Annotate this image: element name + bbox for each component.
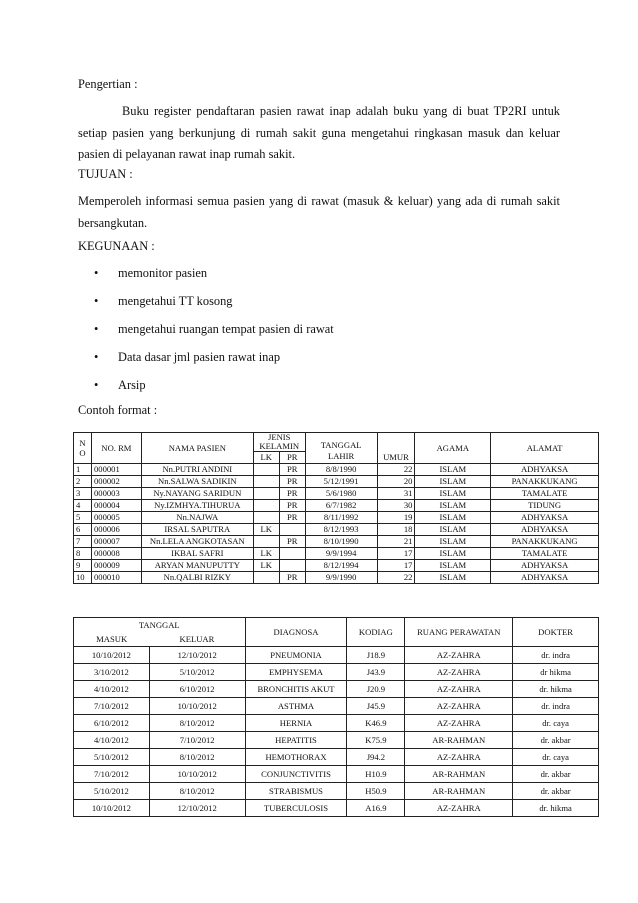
- tujuan-heading: TUJUAN :: [78, 167, 133, 181]
- list-item-text: Data dasar jml pasien rawat inap: [118, 350, 281, 364]
- col-header-no-rm: NO. RM: [91, 433, 141, 464]
- cell-dokter: dr. hikma: [513, 681, 599, 698]
- cell-no-rm: 000010: [91, 572, 141, 584]
- cell-pr: PR: [279, 572, 305, 584]
- col-header-keluar: KELUAR: [149, 632, 245, 647]
- cell-ruang: AZ-ZAHRA: [405, 647, 513, 664]
- cell-ruang: AR-RAHMAN: [405, 783, 513, 800]
- cell-dokter: dr. akbar: [513, 783, 599, 800]
- table-row: [74, 766, 599, 783]
- cell-ruang: AZ-ZAHRA: [405, 749, 513, 766]
- cell-no-rm: 000001: [91, 464, 141, 476]
- col-header-nama: NAMA PASIEN: [141, 433, 253, 464]
- col-header-umur: UMUR: [377, 433, 415, 464]
- cell-kodiag: H50.9: [347, 783, 405, 800]
- cell-tanggal-lahir: 9/9/1990: [305, 572, 377, 584]
- cell-tanggal-lahir: 8/8/1990: [305, 464, 377, 476]
- cell-kodiag: A16.9: [347, 800, 405, 817]
- cell-no: 5: [74, 512, 92, 524]
- table-row: [74, 800, 599, 817]
- table-row: [74, 536, 599, 548]
- cell-pr: PR: [279, 512, 305, 524]
- cell-tanggal-lahir: 9/9/1994: [305, 548, 377, 560]
- cell-no-rm: 000006: [91, 524, 141, 536]
- cell-umur: 22: [377, 572, 415, 584]
- cell-nama: IKBAL SAFRI: [141, 548, 253, 560]
- kegunaan-list: [94, 264, 334, 404]
- cell-umur: 17: [377, 548, 415, 560]
- bullet-icon: •: [94, 322, 99, 336]
- cell-dokter: dr hikma: [513, 664, 599, 681]
- table-row: [74, 488, 599, 500]
- cell-alamat: ADHYAKSA: [491, 512, 599, 524]
- col-header-agama: AGAMA: [415, 433, 491, 464]
- list-item-text: Arsip: [118, 378, 146, 392]
- cell-masuk: 4/10/2012: [74, 681, 150, 698]
- cell-no-rm: 000007: [91, 536, 141, 548]
- table-row: [74, 500, 599, 512]
- table-row: [74, 783, 599, 800]
- cell-no: 6: [74, 524, 92, 536]
- col-header-no: N O: [74, 433, 92, 464]
- cell-nama: Nn.NAJWA: [141, 512, 253, 524]
- cell-kodiag: J20.9: [347, 681, 405, 698]
- col-header-tanggal: TANGGAL: [74, 618, 246, 633]
- table-row: [74, 548, 599, 560]
- cell-dokter: dr. akbar: [513, 732, 599, 749]
- cell-lk: [253, 476, 279, 488]
- cell-ruang: AZ-ZAHRA: [405, 681, 513, 698]
- list-item-text: memonitor pasien: [118, 266, 208, 280]
- admission-table: [73, 617, 599, 817]
- pengertian-heading: Pengertian :: [78, 77, 138, 91]
- cell-ruang: AZ-ZAHRA: [405, 698, 513, 715]
- cell-masuk: 7/10/2012: [74, 766, 150, 783]
- cell-dokter: dr. indra: [513, 698, 599, 715]
- cell-nama: Nn.PUTRI ANDINI: [141, 464, 253, 476]
- cell-umur: 19: [377, 512, 415, 524]
- cell-nama: Ny.NAYANG SARIDUN: [141, 488, 253, 500]
- table-row: [74, 560, 599, 572]
- cell-masuk: 5/10/2012: [74, 749, 150, 766]
- cell-lk: [253, 488, 279, 500]
- cell-lk: [253, 500, 279, 512]
- cell-masuk: 3/10/2012: [74, 664, 150, 681]
- cell-nama: IRSAL SAPUTRA: [141, 524, 253, 536]
- cell-ruang: AZ-ZAHRA: [405, 715, 513, 732]
- cell-agama: ISLAM: [415, 488, 491, 500]
- cell-agama: ISLAM: [415, 548, 491, 560]
- cell-agama: ISLAM: [415, 524, 491, 536]
- cell-pr: [279, 560, 305, 572]
- cell-kodiag: K46.9: [347, 715, 405, 732]
- cell-kodiag: J45.9: [347, 698, 405, 715]
- cell-nama: ARYAN MANUPUTTY: [141, 560, 253, 572]
- cell-keluar: 10/10/2012: [149, 698, 245, 715]
- cell-alamat: PANAKKUKANG: [491, 476, 599, 488]
- cell-ruang: AZ-ZAHRA: [405, 800, 513, 817]
- list-item-text: mengetahui TT kosong: [118, 294, 233, 308]
- cell-pr: PR: [279, 488, 305, 500]
- cell-no-rm: 000002: [91, 476, 141, 488]
- cell-keluar: 8/10/2012: [149, 715, 245, 732]
- cell-dokter: dr. indra: [513, 647, 599, 664]
- cell-keluar: 8/10/2012: [149, 749, 245, 766]
- list-item: [94, 264, 334, 292]
- cell-alamat: TAMALATE: [491, 548, 599, 560]
- cell-pr: PR: [279, 500, 305, 512]
- cell-dokter: dr. caya: [513, 749, 599, 766]
- cell-agama: ISLAM: [415, 560, 491, 572]
- cell-no: 2: [74, 476, 92, 488]
- cell-diagnosa: HEPATITIS: [245, 732, 347, 749]
- cell-agama: ISLAM: [415, 572, 491, 584]
- col-header-lk: LK: [253, 452, 279, 464]
- cell-tanggal-lahir: 8/12/1993: [305, 524, 377, 536]
- table-row: [74, 647, 599, 664]
- table-row: [74, 664, 599, 681]
- kegunaan-heading: KEGUNAAN :: [78, 239, 155, 253]
- cell-dokter: dr. hikma: [513, 800, 599, 817]
- table-row: [74, 732, 599, 749]
- col-header-kodiag: KODIAG: [347, 618, 405, 647]
- list-item: [94, 320, 334, 348]
- cell-agama: ISLAM: [415, 476, 491, 488]
- cell-nama: Nn.QALBI RIZKY: [141, 572, 253, 584]
- cell-umur: 20: [377, 476, 415, 488]
- cell-agama: ISLAM: [415, 464, 491, 476]
- col-header-masuk: MASUK: [74, 632, 150, 647]
- cell-no-rm: 000004: [91, 500, 141, 512]
- cell-masuk: 6/10/2012: [74, 715, 150, 732]
- cell-agama: ISLAM: [415, 536, 491, 548]
- list-item: [94, 292, 334, 320]
- cell-lk: [253, 572, 279, 584]
- cell-no-rm: 000003: [91, 488, 141, 500]
- cell-dokter: dr. akbar: [513, 766, 599, 783]
- cell-no: 8: [74, 548, 92, 560]
- contoh-heading: Contoh format :: [78, 403, 158, 417]
- table-row: [74, 512, 599, 524]
- cell-tanggal-lahir: 5/12/1991: [305, 476, 377, 488]
- tujuan-text: Memperoleh informasi semua pasien yang di rawat (masuk & keluar) yang ada di rumah sakit bersangkutan.: [78, 194, 560, 230]
- cell-diagnosa: STRABISMUS: [245, 783, 347, 800]
- cell-keluar: 6/10/2012: [149, 681, 245, 698]
- cell-tanggal-lahir: 6/7/1982: [305, 500, 377, 512]
- cell-keluar: 10/10/2012: [149, 766, 245, 783]
- cell-lk: LK: [253, 560, 279, 572]
- cell-no: 3: [74, 488, 92, 500]
- pengertian-text: Buku register pendaftaran pasien rawat inap adalah buku yang di buat TP2RI untuk setiap pasien yang berkunjung di rumah sakit guna mengetahui ringkasan masuk dan keluar pasien di pelayanan rawat inap rumah sakit.: [78, 104, 560, 161]
- cell-alamat: ADHYAKSA: [491, 524, 599, 536]
- cell-agama: ISLAM: [415, 500, 491, 512]
- cell-pr: PR: [279, 464, 305, 476]
- cell-diagnosa: CONJUNCTIVITIS: [245, 766, 347, 783]
- col-header-diagnosa: DIAGNOSA: [245, 618, 347, 647]
- cell-kodiag: K75.9: [347, 732, 405, 749]
- cell-umur: 31: [377, 488, 415, 500]
- cell-keluar: 7/10/2012: [149, 732, 245, 749]
- bullet-icon: •: [94, 378, 99, 392]
- cell-umur: 18: [377, 524, 415, 536]
- bullet-icon: •: [94, 350, 99, 364]
- cell-umur: 21: [377, 536, 415, 548]
- cell-alamat: PANAKKUKANG: [491, 536, 599, 548]
- table-row: [74, 464, 599, 476]
- table-row: [74, 572, 599, 584]
- cell-diagnosa: TUBERCULOSIS: [245, 800, 347, 817]
- cell-no-rm: 000008: [91, 548, 141, 560]
- cell-masuk: 10/10/2012: [74, 647, 150, 664]
- bullet-icon: •: [94, 266, 99, 280]
- cell-no-rm: 000009: [91, 560, 141, 572]
- cell-tanggal-lahir: 8/11/1992: [305, 512, 377, 524]
- cell-tanggal-lahir: 8/12/1994: [305, 560, 377, 572]
- cell-kodiag: H10.9: [347, 766, 405, 783]
- cell-dokter: dr. caya: [513, 715, 599, 732]
- cell-tanggal-lahir: 8/10/1990: [305, 536, 377, 548]
- cell-nama: Nn.LELA ANGKOTASAN: [141, 536, 253, 548]
- cell-pr: PR: [279, 536, 305, 548]
- cell-keluar: 5/10/2012: [149, 664, 245, 681]
- cell-umur: 22: [377, 464, 415, 476]
- list-item-text: mengetahui ruangan tempat pasien di rawat: [118, 322, 334, 336]
- cell-diagnosa: EMPHYSEMA: [245, 664, 347, 681]
- cell-ruang: AR-RAHMAN: [405, 766, 513, 783]
- cell-no-rm: 000005: [91, 512, 141, 524]
- cell-lk: [253, 536, 279, 548]
- cell-no: 1: [74, 464, 92, 476]
- col-header-ruang: RUANG PERAWATAN: [405, 618, 513, 647]
- cell-diagnosa: ASTHMA: [245, 698, 347, 715]
- col-header-dokter: DOKTER: [513, 618, 599, 647]
- cell-pr: [279, 524, 305, 536]
- table-row: [74, 715, 599, 732]
- cell-kodiag: J94.2: [347, 749, 405, 766]
- cell-masuk: 4/10/2012: [74, 732, 150, 749]
- cell-pr: [279, 548, 305, 560]
- table-row: [74, 698, 599, 715]
- cell-diagnosa: BRONCHITIS AKUT: [245, 681, 347, 698]
- col-header-tanggal-lahir: TANGGAL LAHIR: [305, 433, 377, 464]
- cell-diagnosa: PNEUMONIA: [245, 647, 347, 664]
- cell-keluar: 12/10/2012: [149, 647, 245, 664]
- cell-alamat: TAMALATE: [491, 488, 599, 500]
- cell-lk: [253, 464, 279, 476]
- cell-ruang: AZ-ZAHRA: [405, 664, 513, 681]
- table-row: [74, 749, 599, 766]
- cell-alamat: ADHYAKSA: [491, 464, 599, 476]
- cell-keluar: 8/10/2012: [149, 783, 245, 800]
- cell-diagnosa: HEMOTHORAX: [245, 749, 347, 766]
- cell-pr: PR: [279, 476, 305, 488]
- cell-umur: 17: [377, 560, 415, 572]
- cell-no: 10: [74, 572, 92, 584]
- cell-lk: LK: [253, 524, 279, 536]
- cell-nama: Ny.IZMHYA.TIHURUA: [141, 500, 253, 512]
- cell-tanggal-lahir: 5/6/1980: [305, 488, 377, 500]
- table-row: [74, 524, 599, 536]
- col-header-pr: PR: [279, 452, 305, 464]
- cell-agama: ISLAM: [415, 512, 491, 524]
- cell-lk: [253, 512, 279, 524]
- cell-kodiag: J43.9: [347, 664, 405, 681]
- cell-alamat: TIDUNG: [491, 500, 599, 512]
- cell-lk: LK: [253, 548, 279, 560]
- table-row: [74, 681, 599, 698]
- list-item: [94, 348, 334, 376]
- cell-masuk: 5/10/2012: [74, 783, 150, 800]
- cell-keluar: 12/10/2012: [149, 800, 245, 817]
- cell-alamat: ADHYAKSA: [491, 560, 599, 572]
- table-row: [74, 476, 599, 488]
- cell-umur: 30: [377, 500, 415, 512]
- cell-ruang: AR-RAHMAN: [405, 732, 513, 749]
- cell-diagnosa: HERNIA: [245, 715, 347, 732]
- col-header-alamat: ALAMAT: [491, 433, 599, 464]
- cell-no: 4: [74, 500, 92, 512]
- cell-alamat: ADHYAKSA: [491, 572, 599, 584]
- bullet-icon: •: [94, 294, 99, 308]
- cell-no: 9: [74, 560, 92, 572]
- cell-no: 7: [74, 536, 92, 548]
- cell-masuk: 10/10/2012: [74, 800, 150, 817]
- cell-kodiag: J18.9: [347, 647, 405, 664]
- cell-masuk: 7/10/2012: [74, 698, 150, 715]
- patient-register-table: [73, 432, 599, 584]
- col-header-jenis-kelamin: JENIS KELAMIN: [253, 433, 305, 452]
- cell-nama: Nn.SALWA SADIKIN: [141, 476, 253, 488]
